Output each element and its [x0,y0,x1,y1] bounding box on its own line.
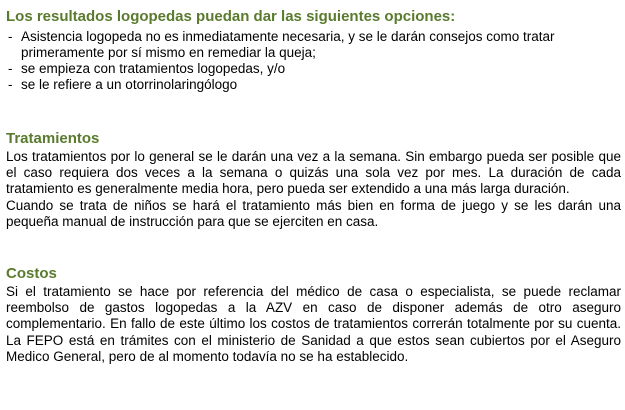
list-item [6,61,621,77]
list-item-text: Asistencia logopeda no es inmediatamente necesaria, y se le darán consejos como tratar primeramente por sí mismo en remediar la queja; [21,29,555,60]
list-bullet: - [8,61,13,76]
list-item [6,29,621,61]
list-bullet: - [8,29,13,44]
costos-heading: Costos [6,265,57,283]
tratamientos-heading: Tratamientos [6,130,100,147]
options-section [6,8,621,93]
list-item [6,77,621,93]
tratamientos-paragraph: Cuando se trata de niños se hará el tratamiento más bien en forma de juego y se les darán una pequeña manual de instrucción para que se ejerciten en casa. [6,197,621,229]
list-item-text: se le refiere a un otorrinolaringólogo [21,77,238,92]
list-bullet: - [8,77,13,92]
costos-section [6,265,621,365]
tratamientos-paragraph: Los tratamientos por lo general se le darán una vez a la semana. Sin embargo pueda ser posible que el caso requiera dos veces a la semana o quizás una sola vez por mes. La duración de cada tratamiento es generalmente media hora, pero pueda ser extendido a una más larga duración. [6,149,621,197]
list-item-text: se empieza con tratamientos logopedas, y/o [21,61,286,76]
tratamientos-section [6,130,621,230]
costos-paragraph: Si el tratamiento se hace por referencia del médico de casa o especialista, se puede reclamar reembolso de gastos logopedas a la AZV en caso de disponer además de otro aseguro complementario. En fallo de este último los costos de tratamientos correrán totalmente por su cuenta. La FEPO está en trámites con el ministerio de Sanidad a que estos sean cubiertos por el Aseguro Medico General, pero de al momento todavía no se ha establecido. [6,284,621,364]
options-heading: Los resultados logopedas puedan dar las siguientes opciones: [6,8,456,25]
options-list [6,29,621,93]
